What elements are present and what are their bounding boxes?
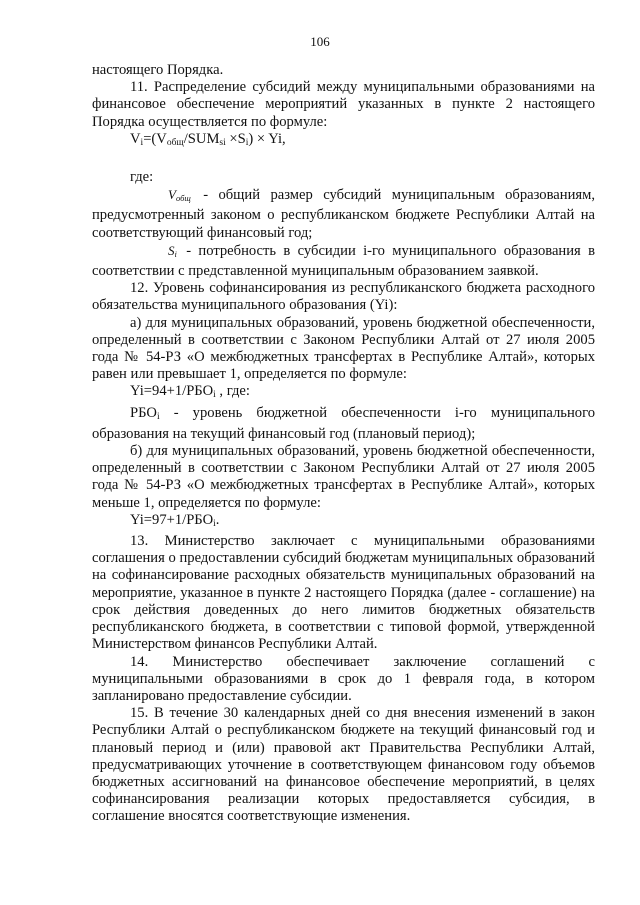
v-total-symbol: $V_{общ}$: [168, 187, 191, 204]
definition-s-i: $S_i$ - потребность в субсидии i-го муниципального образования в соответствии с представленной муниципальным образованием заявкой.: [92, 242, 595, 280]
paragraph-14: 14. Министерство обеспечивает заключение соглашений с муниципальными образованиями в срок до 1 февраля года, в котором запланировано предоставление субсидии.: [92, 653, 595, 704]
formula-yi-b: $Yi=97+1/РБО_i$.: [130, 511, 220, 529]
paragraph-13: 13. Министерство заключает с муниципальными образованиями соглашения о предоставлении субсидий бюджетам муниципальных образований на софинансирование расходных обязательств муниципальных образований на мероприятие, указанное в пункте 2 настоящего Порядка (далее - соглашение) на срок действия доведенных до него лимитов бюджетных обязательств республиканского бюджета, в соответствии с типовой формой, утвержденной Министерством финансов Республики Алтай.: [92, 533, 595, 653]
where-label: где:: [130, 169, 154, 186]
paragraph-15: 15. В течение 30 календарных дней со дня внесения изменений в закон Республики Алтай о республиканском бюджете на текущий финансовый год и плановый период и (или) правовой акт Правительства Республики Алтай, предусматривающих уточнение в соответствующем финансовом году объемов бюджетных ассигнований на финансовое обеспечение мероприятий, в целях софинансирования реализации которых предоставляется субсидия, в соглашение вносятся соответствующие изменения.: [92, 705, 595, 825]
page-number: 106: [310, 34, 330, 49]
definition-v-total: $V_{общ}$ - общий размер субсидий муниципальным образованиям, предусмотренный законом о республиканском бюджете Республики Алтай на соответствующий финансовый год;: [92, 187, 595, 241]
definition-rbo: $РБО_i$ - уровень бюджетной обеспеченности i-го муниципального образования на текущий финансовый год (плановый период);: [92, 404, 595, 442]
paragraph-12: 12. Уровень софинансирования из республиканского бюджета расходного обязательства муниципального образования (Yi):: [92, 280, 595, 314]
document-body: [92, 62, 595, 826]
paragraph-continuation: настоящего Порядка.: [92, 62, 224, 78]
paragraph-11: 11. Распределение субсидий между муниципальными образованиями на финансовое обеспечение мероприятий указанных в пункте 2 настоящего Порядка осуществляется по формуле:: [92, 79, 595, 130]
paragraph-12a: а) для муниципальных образований, уровень бюджетной обеспеченности, определенный в соответствии с Законом Республики Алтай от 27 июля 2005 года № 54-РЗ «О межбюджетных трансфертах в Республике Алтай», которых равен или превышает 1, определяется по формуле:: [92, 314, 595, 383]
paragraph-12b: б) для муниципальных образований, уровень бюджетной обеспеченности, определенный в соответствии с Законом Республики Алтай от 27 июля 2005 года № 54-РЗ «О межбюджетных трансфертах в Республике Алтай», которых меньше 1, определяется по формуле:: [92, 443, 595, 511]
formula-distribution: $V_i=(V_{общ}/SUM_{si} \times S_i) \times Yi$,: [130, 130, 286, 148]
formula-yi-a: $Yi=94+1/РБО_i$ , где:: [130, 383, 250, 401]
s-i-symbol: $S_i$: [168, 242, 177, 259]
